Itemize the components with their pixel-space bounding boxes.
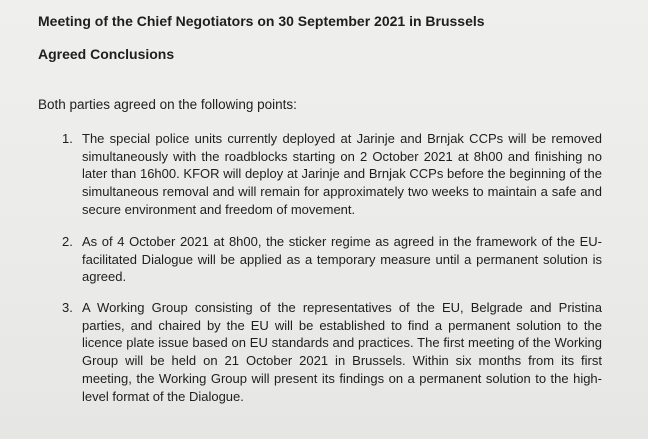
point-number: 1. <box>62 131 73 146</box>
intro-paragraph: Both parties agreed on the following points: <box>38 97 297 112</box>
list-item <box>62 299 602 405</box>
document-title: Meeting of the Chief Negotiators on 30 September 2021 in Brussels <box>38 13 485 29</box>
point-number: 3. <box>62 300 73 315</box>
point-text: The special police units currently deployed at Jarinje and Brnjak CCPs will be removed simultaneously with the roadblocks starting on 2 October 2021 at 8h00 and finishing no later than 16h00. KFOR will deploy at Jarinje and Brnjak CCPs before the beginning of the simultaneous removal and will remain for approximately two weeks to maintain a safe and secure environment and freedom of movement. <box>82 131 602 217</box>
list-item <box>62 233 602 286</box>
point-text: As of 4 October 2021 at 8h00, the sticker regime as agreed in the framework of the EU-facilitated Dialogue will be applied as a temporary measure until a permanent solution is agreed. <box>82 234 602 285</box>
point-number: 2. <box>62 234 73 249</box>
list-item <box>62 130 602 219</box>
document-subtitle: Agreed Conclusions <box>38 46 175 62</box>
point-text: A Working Group consisting of the representatives of the EU, Belgrade and Pristina parties, and chaired by the EU will be established to find a permanent solution to the licence plate issue based on EU standards and practices. The first meeting of the Working Group will be held on 21 October 2021 in Brussels. Within six months from its first meeting, the Working Group will present its findings on a permanent solution to the high-level format of the Dialogue. <box>82 300 602 404</box>
